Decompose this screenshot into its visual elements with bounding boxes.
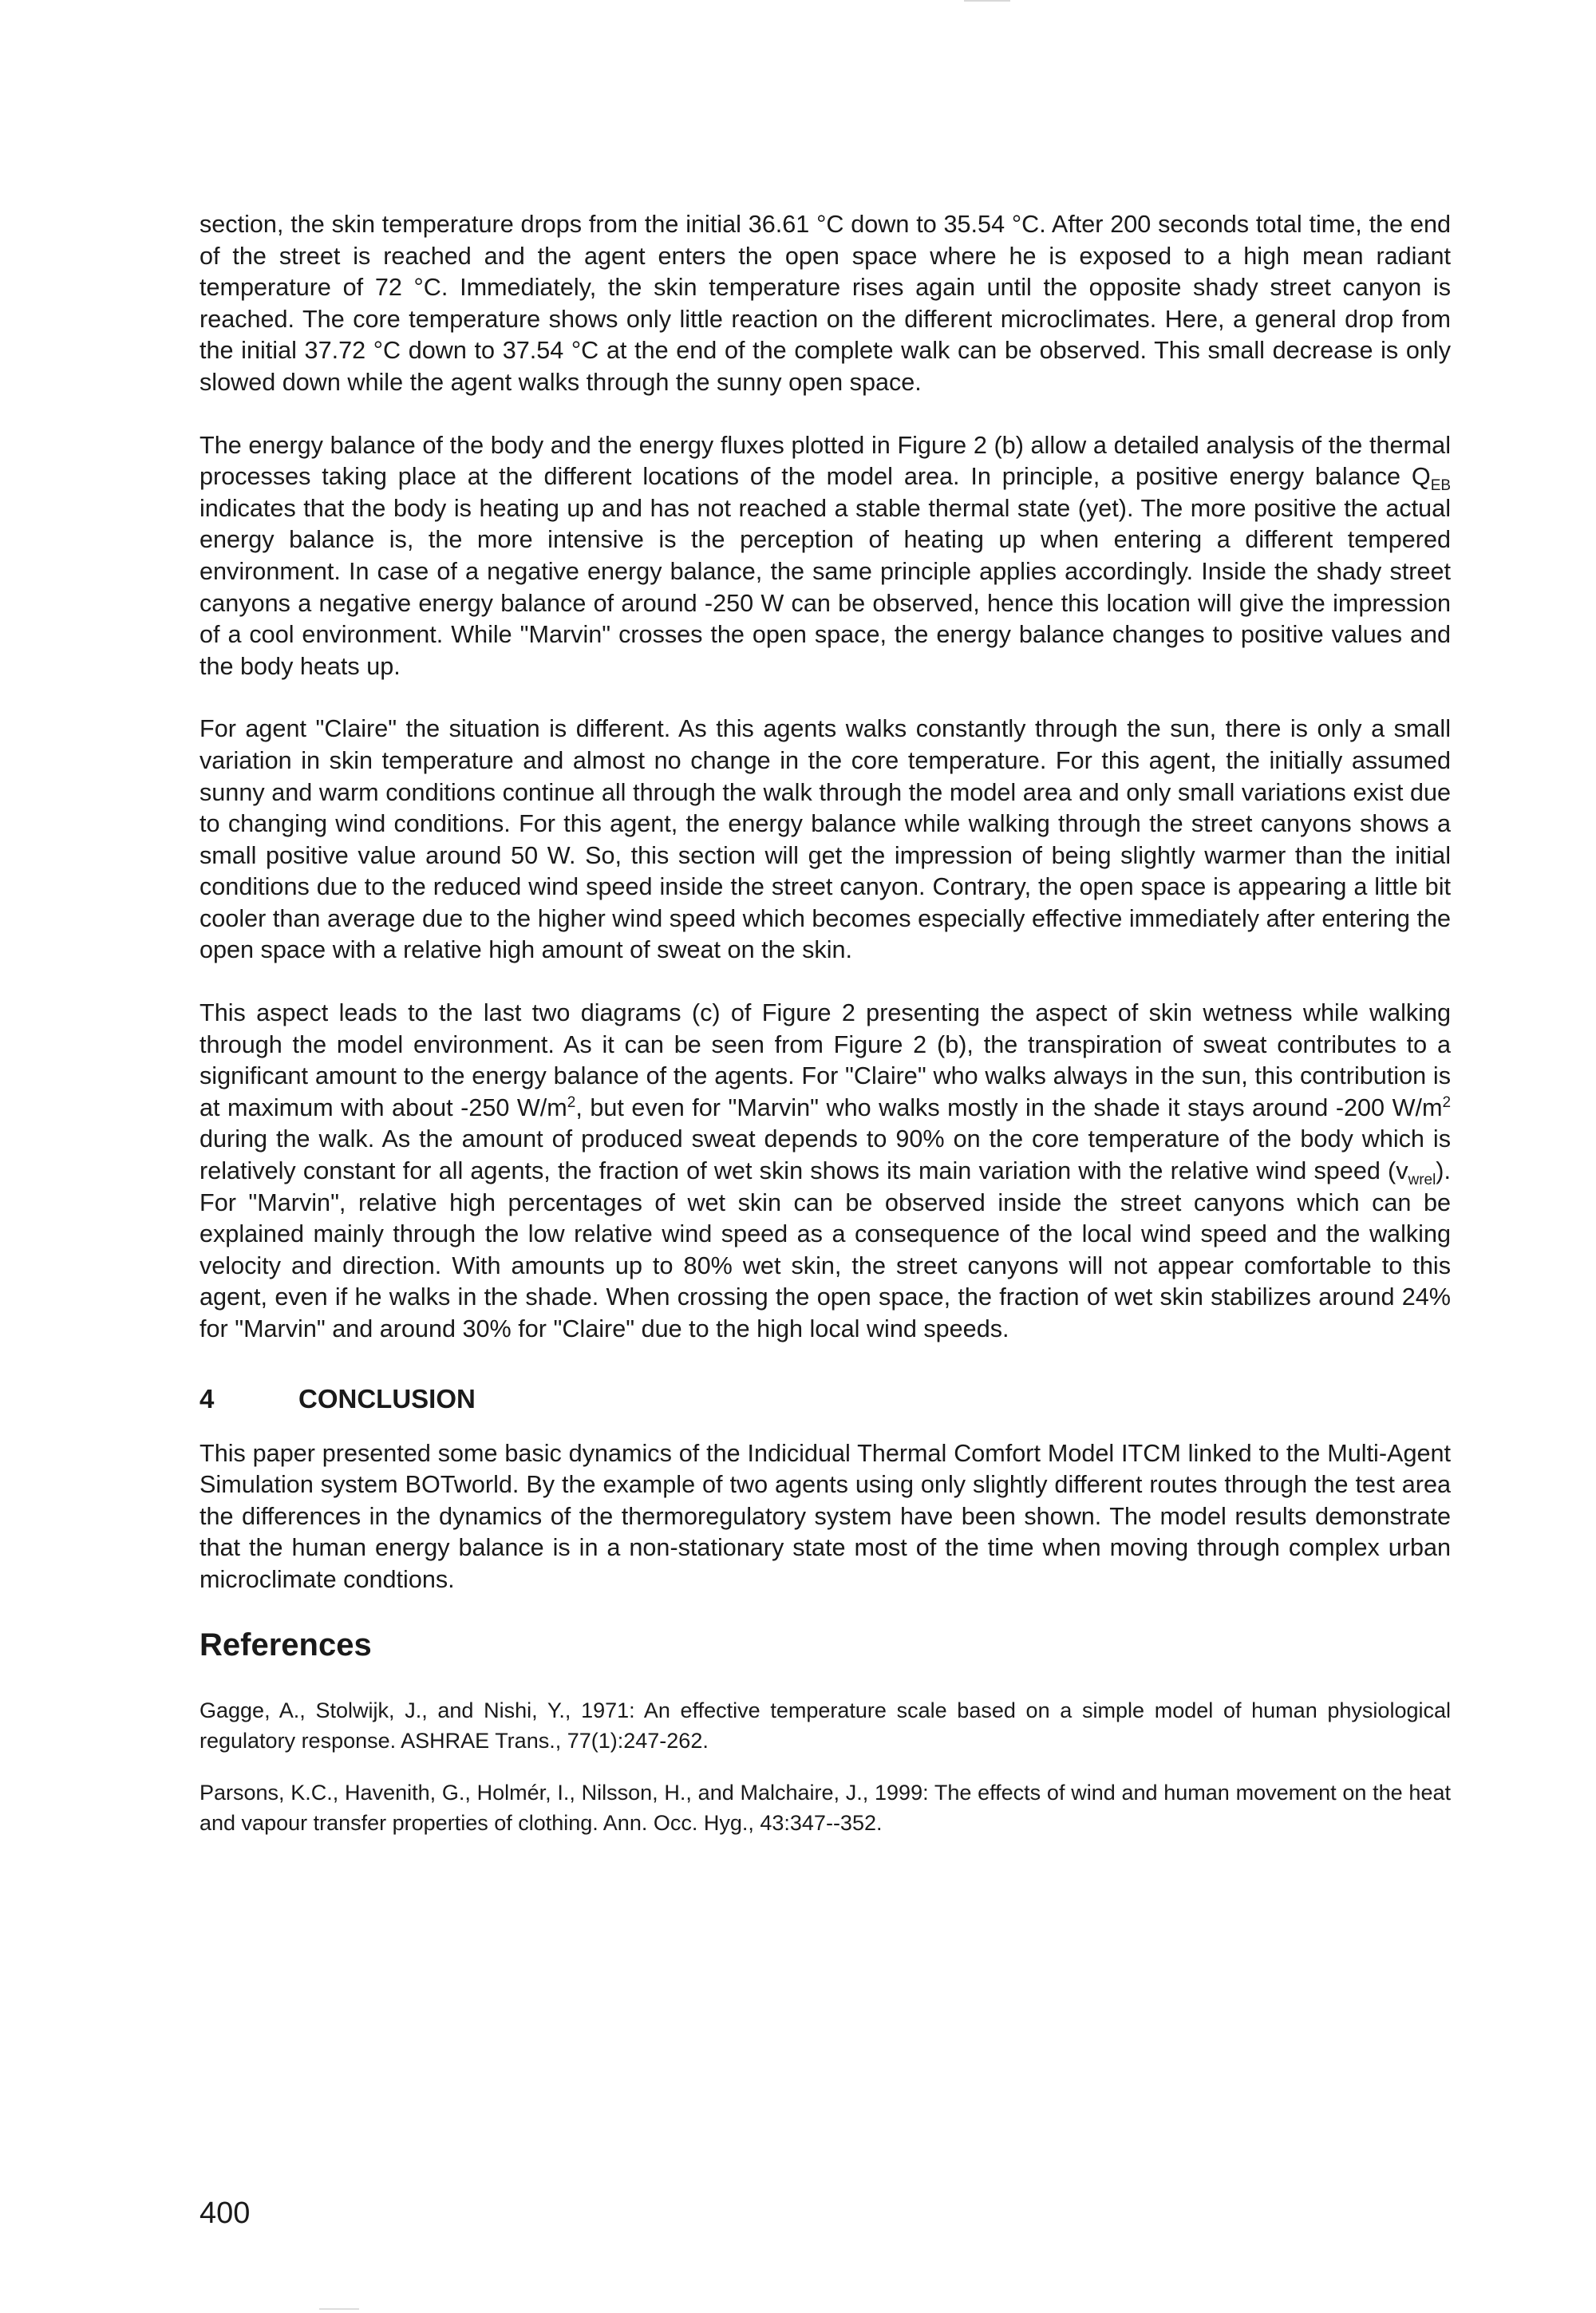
superscript-2: 2 (1442, 1093, 1452, 1111)
paragraph-text: The energy balance of the body and the energy fluxes plotted in Figure 2 (b) allow a detailed analysis of the thermal processes taking place at the different locations of the model area. In principle, a positive energy balance Q (200, 431, 1451, 491)
section-heading-conclusion (200, 1384, 1451, 1414)
paragraph-text: ). For "Marvin", relative high percentages of wet skin can be observed inside the street canyons which can be explained mainly through the low relative wind speed as a consequence of the local wind speed and the walking velocity and direction. With amounts up to 80% wet skin, the street canyons will not appear comfortable to this agent, even if he walks in the shade. When crossing the open space, the fraction of wet skin stabilizes around 24% for "Marvin" and around 30% for "Claire" due to the high local wind speeds. (200, 1157, 1451, 1342)
paragraph-text: during the walk. As the amount of produced sweat depends to 90% on the core temperature of the body which is relatively constant for all agents, the fraction of wet skin shows its main variation with the relative wind speed (v (200, 1125, 1451, 1185)
paragraph-text: , but even for "Marvin" who walks mostly in the shade it stays around -200 W/m (575, 1093, 1443, 1121)
scan-artifact-bottom (319, 2308, 359, 2310)
paragraph-energy-balance (200, 430, 1451, 683)
subscript-eb: EB (1430, 477, 1451, 495)
paragraph-skin-temperature (200, 209, 1451, 399)
page-content (200, 209, 1451, 1860)
section-title: CONCLUSION (298, 1383, 476, 1414)
paragraph-text: For agent "Claire" the situation is different. As this agents walks constantly through the sun, there is only a small variation in skin temperature and almost no change in the core temperature. For this agent, the initially assumed sunny and warm conditions continue all through the walk through the model area and only small variations exist due to changing wind conditions. For this agent, the energy balance while walking through the street canyons shows a small positive value around 50 W. So, this section will get the impression of being slightly warmer than the initial conditions due to the reduced wind speed inside the street canyon. Contrary, the open space is appearing a little bit cooler than average due to the higher wind speed which becomes especially effective immediately after entering the open space with a relative high amount of sweat on the skin. (200, 715, 1451, 964)
paragraph-skin-wetness (200, 998, 1451, 1346)
paragraph-conclusion (200, 1438, 1451, 1596)
references-heading: References (200, 1627, 372, 1663)
reference-gagge-1971: Gagge, A., Stolwijk, J., and Nishi, Y., 1971: An effective temperature scale based on a simple model of human physiological regulatory response. ASHRAE Trans., 77(1):247-262. (200, 1698, 1451, 1753)
subscript-wrel: wrel (1408, 1172, 1436, 1189)
paragraph-text: section, the skin temperature drops from the initial 36.61 °C down to 35.54 °C. After 200 seconds total time, the end of the street is reached and the agent enters the open space where he is exposed to a high mean radiant temperature of 72 °C. Immediately, the skin temperature rises again until the opposite shady street canyon is reached. The core temperature shows only little reaction on the different microclimates. Here, a general drop from the initial 37.72 °C down to 37.54 °C at the end of the complete walk can be observed. This small decrease is only slowed down while the agent walks through the sunny open space. (200, 211, 1451, 396)
paragraph-text: This paper presented some basic dynamics of the Indicidual Thermal Comfort Model ITCM linked to the Multi-Agent Simulation system BOTworld. By the example of two agents using only slightly different routes through the test area the differences in the dynamics of the thermoregulatory system have been shown. The model results demonstrate that the human energy balance is in a non-stationary state most of the time when moving through complex urban microclimate condtions. (200, 1439, 1451, 1593)
paragraph-text: This aspect leads to the last two diagrams (c) of Figure 2 presenting the aspect of skin wetness while walking through the model environment. As it can be seen from Figure 2 (b), the transpiration of sweat contributes to a significant amount to the energy balance of the agents. For "Claire" who walks always in the sun, this contribution is at maximum with about -250 W/m (200, 999, 1451, 1121)
superscript-2: 2 (567, 1093, 576, 1111)
section-number: 4 (200, 1383, 215, 1414)
paragraph-agent-claire (200, 714, 1451, 967)
paragraph-text: indicates that the body is heating up and has not reached a stable thermal state (yet). The more positive the actual energy balance is, the more intensive is the perception of heating up when entering a different tempered environment. In case of a negative energy balance, the same principle applies accordingly. Inside the shady street canyons a negative energy balance of around -250 W can be observed, hence this location will give the impression of a cool environment. While "Marvin" crosses the open space, the energy balance changes to positive values and the body heats up. (200, 494, 1451, 680)
scan-artifact-top (964, 0, 1010, 2)
page-number: 400 (200, 2196, 251, 2230)
reference-parsons-1999: Parsons, K.C., Havenith, G., Holmér, I., Nilsson, H., and Malchaire, J., 1999: The effects of wind and human movement on the heat and vapour transfer properties of clothing. Ann. Occ. Hyg., 43:347--352. (200, 1780, 1451, 1835)
